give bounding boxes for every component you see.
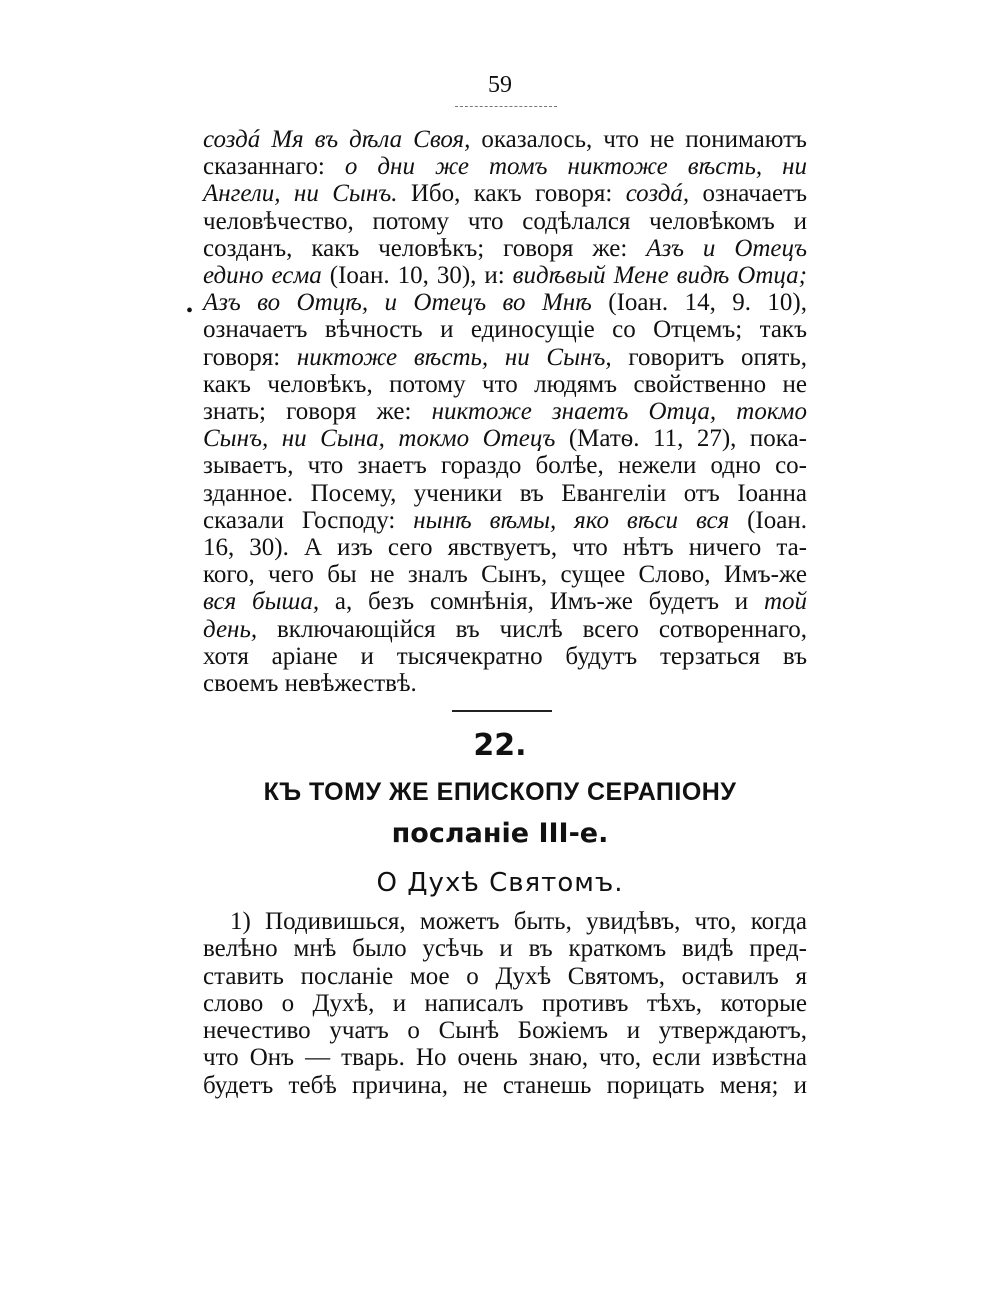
text-run: созданъ, какъ человѣкъ; говоря же: (203, 234, 647, 262)
italic-quote: день, (203, 615, 258, 643)
italic-quote: создá Мя въ дѣла Своя, (203, 126, 471, 153)
text-run: (Іоан. 14, 9. 10), (591, 289, 807, 317)
page-number: 59 (488, 72, 512, 98)
text-line: слово о Духѣ, и написалъ противъ тѣхъ, которые (203, 989, 807, 1017)
text-line: нечестиво учатъ о Сынѣ Божіемъ и утверждаютъ, (203, 1017, 807, 1045)
text-run: знать; говоря же: (203, 398, 432, 426)
text-run: (Матѳ. 11, 27), пока- (555, 425, 807, 453)
text-line (203, 534, 807, 561)
text-line: ставить посланіе мое о Духѣ Святомъ, оставилъ я (203, 962, 807, 990)
section-topic: О Духѣ Святомъ. (376, 868, 624, 898)
text-line (203, 316, 807, 343)
section-subheading: посланіе III-е. (391, 818, 609, 849)
text-run: оказалось, что не понимаютъ (470, 126, 807, 153)
italic-quote: едино есма (203, 262, 322, 290)
text-run: сказаннаго: (203, 153, 345, 181)
italic-quote: никтоже вѣсть, ни Сынъ, (296, 343, 612, 371)
text-line (203, 452, 807, 479)
paragraph-continued (203, 126, 807, 697)
text-line (203, 670, 807, 697)
text-run: включающійся въ числѣ всего сотвореннаго, (257, 615, 807, 643)
text-run: означаетъ (689, 180, 808, 208)
text-run: (Іоан. (729, 506, 807, 534)
margin-mark: • (186, 300, 194, 322)
page-number-rule (455, 106, 557, 107)
text-run: Ибо, какъ говоря: (397, 180, 626, 208)
italic-quote: Ангели, ни Сынъ. (203, 180, 398, 208)
italic-quote: никтоже знаетъ Отца, токмо (431, 398, 807, 426)
italic-quote: о дни же томъ никтоже вѣсть, ни (344, 153, 807, 181)
text-line (203, 208, 807, 235)
text-run: а, безъ сомнѣнія, Имъ-же будетъ и (319, 588, 764, 616)
text-line (203, 289, 807, 316)
italic-quote: вся быша, (203, 588, 320, 616)
text-line (203, 344, 807, 371)
text-line (203, 262, 807, 289)
text-line: будетъ тебѣ причина, не станешь порицать меня; и (203, 1071, 807, 1099)
italic-quote: Азъ во Отцѣ, и Отецъ во Мнѣ (203, 289, 592, 317)
text-run: означаетъ вѣчность и единосущіе со Отцемъ; такъ (203, 316, 807, 344)
section-number: 22. (473, 728, 527, 763)
text-run: говоря: (203, 343, 297, 371)
text-line (203, 398, 807, 425)
text-line: велѣно мнѣ было усѣчь и въ краткомъ видѣ пред- (203, 935, 807, 963)
text-line (203, 616, 807, 643)
italic-quote: Азъ и Отецъ (646, 234, 807, 262)
italic-quote: создá, (625, 180, 690, 208)
text-run: человѣчество, потому что содѣлался человѣкомъ и (203, 207, 807, 235)
section-heading: КЪ ТОМУ ЖЕ ЕПИСКОПУ СЕРАПІОНУ (263, 778, 737, 806)
text-run: зываетъ, что знаетъ гораздо болѣе, нежели одно со- (203, 452, 807, 480)
text-run: зданное. Посему, ученики въ Евангеліи отъ Іоанна (203, 479, 807, 507)
text-run: (Іоан. 10, 30), и: (321, 262, 513, 290)
text-line (203, 480, 807, 507)
text-line (203, 235, 807, 262)
text-line: 1) Подивишься, можетъ быть, увидѣвъ, что, когда (230, 908, 807, 935)
text-line (203, 588, 807, 615)
text-run: 16, 30). А изъ сего явствуетъ, что нѣтъ ничего та- (203, 534, 807, 562)
text-line (203, 425, 807, 452)
text-line (203, 180, 807, 207)
text-run: сказали Господу: (203, 506, 414, 534)
italic-quote: видѣвый Мене видѣ Отца; (512, 262, 808, 290)
text-line (203, 126, 807, 153)
text-line (203, 371, 807, 398)
italic-quote: той (763, 588, 807, 616)
text-run: какъ человѣкъ, потому что людямъ свойственно не (203, 370, 807, 398)
text-line (203, 153, 807, 180)
italic-quote: нынѣ вѣмы, яко вѣси вся (413, 506, 730, 534)
paragraph-1 (203, 908, 807, 1099)
text-line: что Онъ — тварь. Но очень знаю, что, если извѣстна (203, 1044, 807, 1072)
text-run: кого, чего бы не зналъ Сынъ, сущее Слово, Имъ-же (203, 561, 807, 589)
text-run: хотя аріане и тысячекратно будутъ терзаться въ (203, 642, 807, 670)
italic-quote: Сынъ, ни Сына, токмо Отецъ (203, 425, 556, 453)
text-line (203, 507, 807, 534)
text-line (203, 561, 807, 588)
text-run: своемъ невѣжествѣ. (203, 670, 417, 698)
text-run: говоритъ опять, (611, 343, 807, 371)
section-divider (452, 710, 552, 712)
text-line (203, 643, 807, 670)
